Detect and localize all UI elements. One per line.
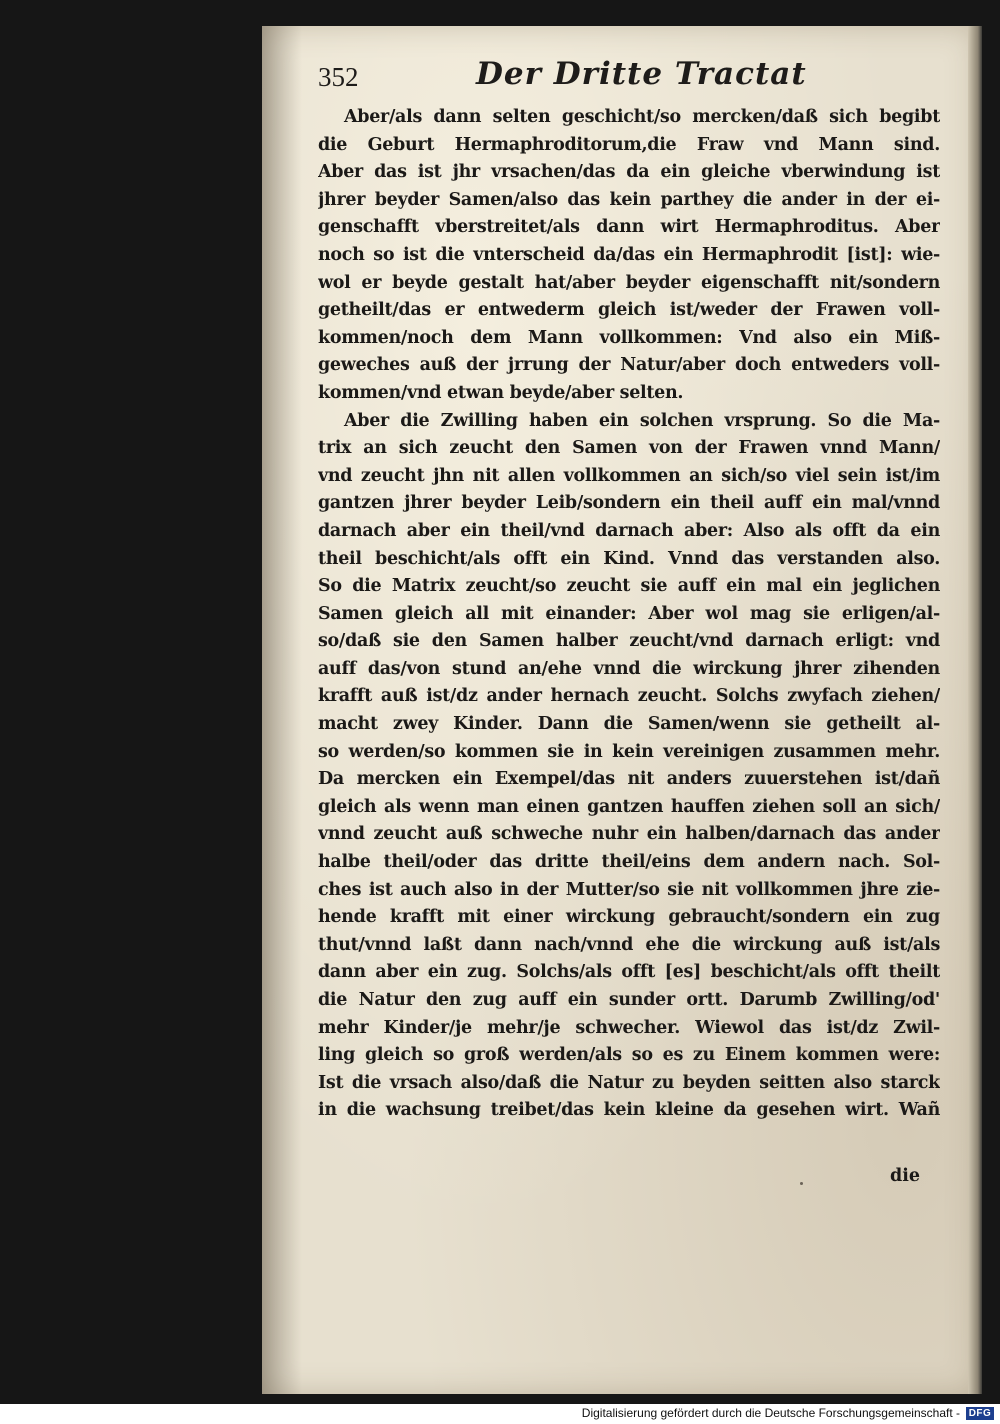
text-line: so werden/so kommen sie in kein vereinigen zusammen mehr. xyxy=(318,741,940,762)
text-line: noch so ist die vnterscheid da/das ein Hermaphrodit [ist]: wie- xyxy=(318,244,940,265)
text-line: thut/vnnd laßt dann nach/vnnd ehe die wirckung auß ist/als xyxy=(318,934,940,955)
text-line: macht zwey Kinder. Dann die Samen/wenn sie getheilt al- xyxy=(318,714,940,735)
text-line: die Natur den zug auff ein sunder ortt. Darumb Zwilling/od' xyxy=(318,990,940,1010)
page-number: 352 xyxy=(318,62,359,92)
text-line: Da mercken ein Exempel/das nit anders zuuerstehen ist/dañ xyxy=(318,769,940,790)
text-line: hende krafft mit einer wirckung gebraucht/sondern ein zug xyxy=(318,907,940,928)
text-line: jhrer beyder Samen/also das kein parthey die ander in der ei- xyxy=(318,189,940,210)
text-line: ches ist auch also in der Mutter/so sie nit vollkommen jhre zie- xyxy=(318,879,940,900)
text-line: darnach aber ein theil/vnd darnach aber: Also als offt da ein xyxy=(318,520,940,541)
text-line: trix an sich zeucht den Samen von der Frawen vnnd Mann/ xyxy=(318,438,940,459)
body-text xyxy=(318,104,940,1125)
text-line: theil beschicht/als offt ein Kind. Vnnd das verstanden also. xyxy=(318,548,940,569)
funding-credit: Digitalisierung gefördert durch die Deutsche Forschungsgemeinschaft - xyxy=(581,1406,960,1420)
text-line: So die Matrix zeucht/so zeucht sie auff ein mal ein jeglichen xyxy=(318,576,940,597)
scan-dust-speck xyxy=(800,1182,803,1185)
catchword: die xyxy=(890,1166,921,1186)
text-line: gantzen jhrer beyder Leib/sondern ein theil auff ein mal/vnnd xyxy=(318,493,940,514)
text-line: kommen/vnd etwan beyde/aber selten. xyxy=(318,382,684,403)
text-line: in die wachsung treibet/das kein kleine da gesehen wirt. Wañ xyxy=(318,1100,940,1121)
text-line: wol er beyde gestalt hat/aber beyder eigenschafft nit/sondern xyxy=(318,272,940,293)
page-gutter-shadow xyxy=(262,26,302,1394)
text-line: Aber die Zwilling haben ein solchen vrsprung. So die Ma- xyxy=(344,410,940,431)
text-line: gleich als wenn man einen gantzen hauffen ziehen soll an sich/ xyxy=(318,796,940,817)
dfg-logo: DFG xyxy=(966,1407,994,1420)
text-line: Aber das ist jhr vrsachen/das da ein gleiche vberwindung ist xyxy=(318,162,940,183)
running-head: Der Dritte Tractat xyxy=(476,56,807,92)
text-line: mehr Kinder/je mehr/je schwecher. Wiewol das ist/dz Zwil- xyxy=(318,1017,940,1038)
text-line: Samen gleich all mit einander: Aber wol mag sie erligen/al- xyxy=(318,603,940,624)
text-line: genschafft vberstreitet/als dann wirt Hermaphroditus. Aber xyxy=(318,217,940,238)
page-edge xyxy=(968,26,982,1394)
digitization-footer xyxy=(0,1404,1000,1424)
text-line: vnnd zeucht auß schweche nuhr ein halben/darnach das ander xyxy=(318,824,940,845)
text-line: Ist die vrsach also/daß die Natur zu beyden seitten also starck xyxy=(318,1072,940,1093)
text-line: ling gleich so groß werden/als so es zu Einem kommen were: xyxy=(318,1045,940,1066)
text-line: auff das/von stund an/ehe vnnd die wirckung jhrer zihenden xyxy=(318,658,940,679)
text-line: die Geburt Hermaphroditorum,die Fraw vnd Mann sind. xyxy=(318,134,940,155)
text-line: halbe theil/oder das dritte theil/eins dem andern nach. Sol- xyxy=(318,852,940,873)
text-line: Aber/als dann selten geschicht/so mercken/daß sich begibt xyxy=(344,107,940,127)
text-line: kommen/noch dem Mann vollkommen: Vnd also ein Miß- xyxy=(318,327,940,348)
text-line: getheilt/das er entwederm gleich ist/weder der Frawen voll- xyxy=(318,300,940,321)
text-line: vnd zeucht jhn nit allen vollkommen an sich/so viel sein ist/im xyxy=(318,465,940,486)
text-line: dann aber ein zug. Solchs/als offt [es] beschicht/als offt theilt xyxy=(318,962,940,983)
text-line: krafft auß ist/dz ander hernach zeucht. Solchs zwyfach ziehen/ xyxy=(318,686,940,707)
text-line: so/daß sie den Samen halber zeucht/vnd darnach erligt: vnd xyxy=(318,631,940,652)
text-line: geweches auß der jrrung der Natur/aber doch entweders voll- xyxy=(318,355,940,376)
page-header xyxy=(318,56,948,102)
